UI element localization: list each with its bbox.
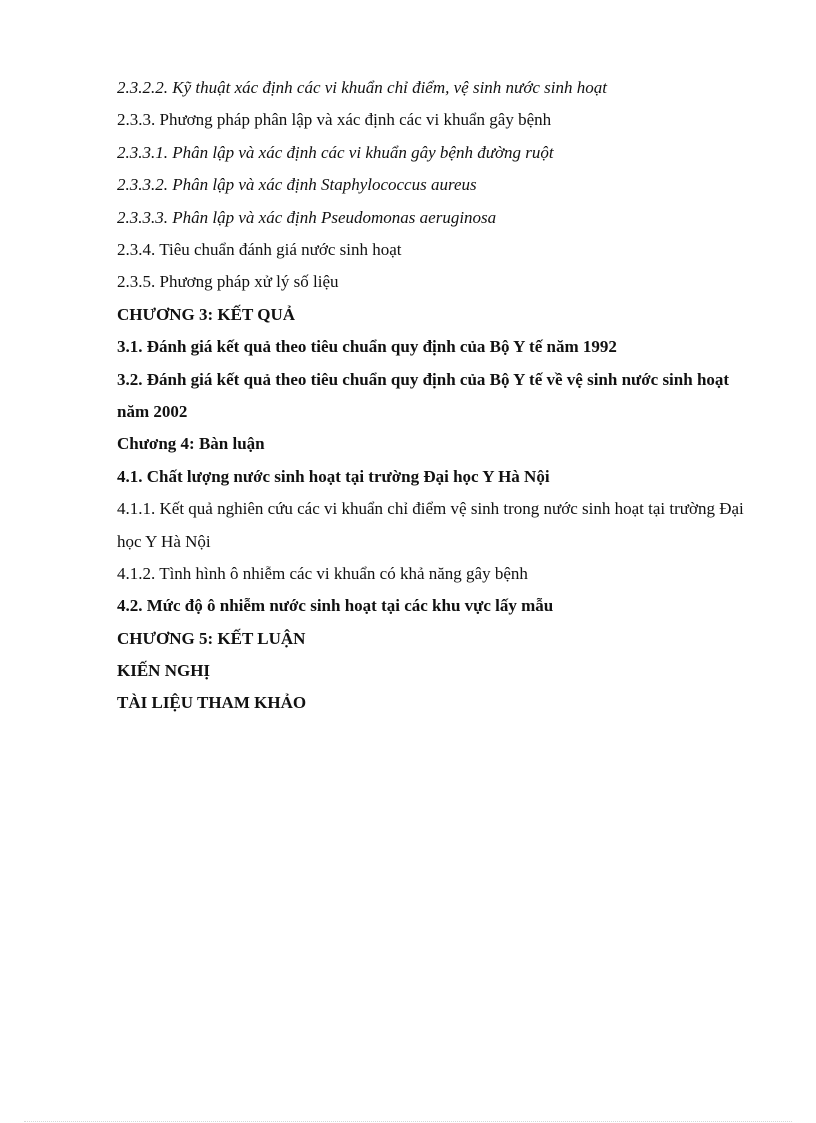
toc-entry-2-3-3-3: 2.3.3.3. Phân lập và xác định Pseudomonas aeruginosa <box>117 207 497 227</box>
toc-entry-2-3-3: 2.3.3. Phương pháp phân lập và xác định các vi khuẩn gây bệnh <box>117 110 552 130</box>
toc-entry-4-1-1: 4.1.1. Kết quả nghiên cứu các vi khuẩn chỉ điểm vệ sinh trong nước sinh hoạt tại trường Đại học Y Hà Nội <box>117 499 744 551</box>
toc-entry-2-3-2-2: 2.3.2.2. Kỹ thuật xác định các vi khuẩn chỉ điểm, vệ sinh nước sinh hoạt <box>117 78 607 97</box>
toc-entry-2-3-3-2: 2.3.3.2. Phân lập và xác định Staphylococcus aureus <box>117 175 477 195</box>
toc-entry-2-3-5: 2.3.5. Phương pháp xử lý số liệu <box>117 272 339 292</box>
toc-entry-3-2: 3.2. Đánh giá kết quả theo tiêu chuẩn quy định của Bộ Y tế về vệ sinh nước sinh hoạt năm 2002 <box>117 369 730 421</box>
toc-chapter-4: Chương 4: Bàn luận <box>117 434 265 454</box>
toc-entry-3-1: 3.1. Đánh giá kết quả theo tiêu chuẩn quy định của Bộ Y tế năm 1992 <box>117 337 617 357</box>
toc-chapter-3: CHƯƠNG 3: KẾT QUẢ <box>117 304 296 324</box>
toc-entry-2-3-4: 2.3.4. Tiêu chuẩn đánh giá nước sinh hoạt <box>117 239 402 259</box>
toc-references: TÀI LIỆU THAM KHẢO <box>117 693 307 713</box>
toc-entry-2-3-3-1: 2.3.3.1. Phân lập và xác định các vi khuẩn gây bệnh đường ruột <box>117 142 554 162</box>
toc-entry-4-1-2: 4.1.2. Tình hình ô nhiễm các vi khuẩn có khả năng gây bệnh <box>117 563 528 583</box>
toc-chapter-5: CHƯƠNG 5: KẾT LUẬN <box>117 628 306 648</box>
table-of-contents <box>117 72 757 720</box>
page-bottom-divider <box>24 1121 792 1122</box>
toc-entry-4-2: 4.2. Mức độ ô nhiễm nước sinh hoạt tại các khu vực lấy mẫu <box>117 596 554 616</box>
toc-recommendations: KIẾN NGHỊ <box>117 661 211 681</box>
toc-entry-4-1: 4.1. Chất lượng nước sinh hoạt tại trường Đại học Y Hà Nội <box>117 466 550 486</box>
